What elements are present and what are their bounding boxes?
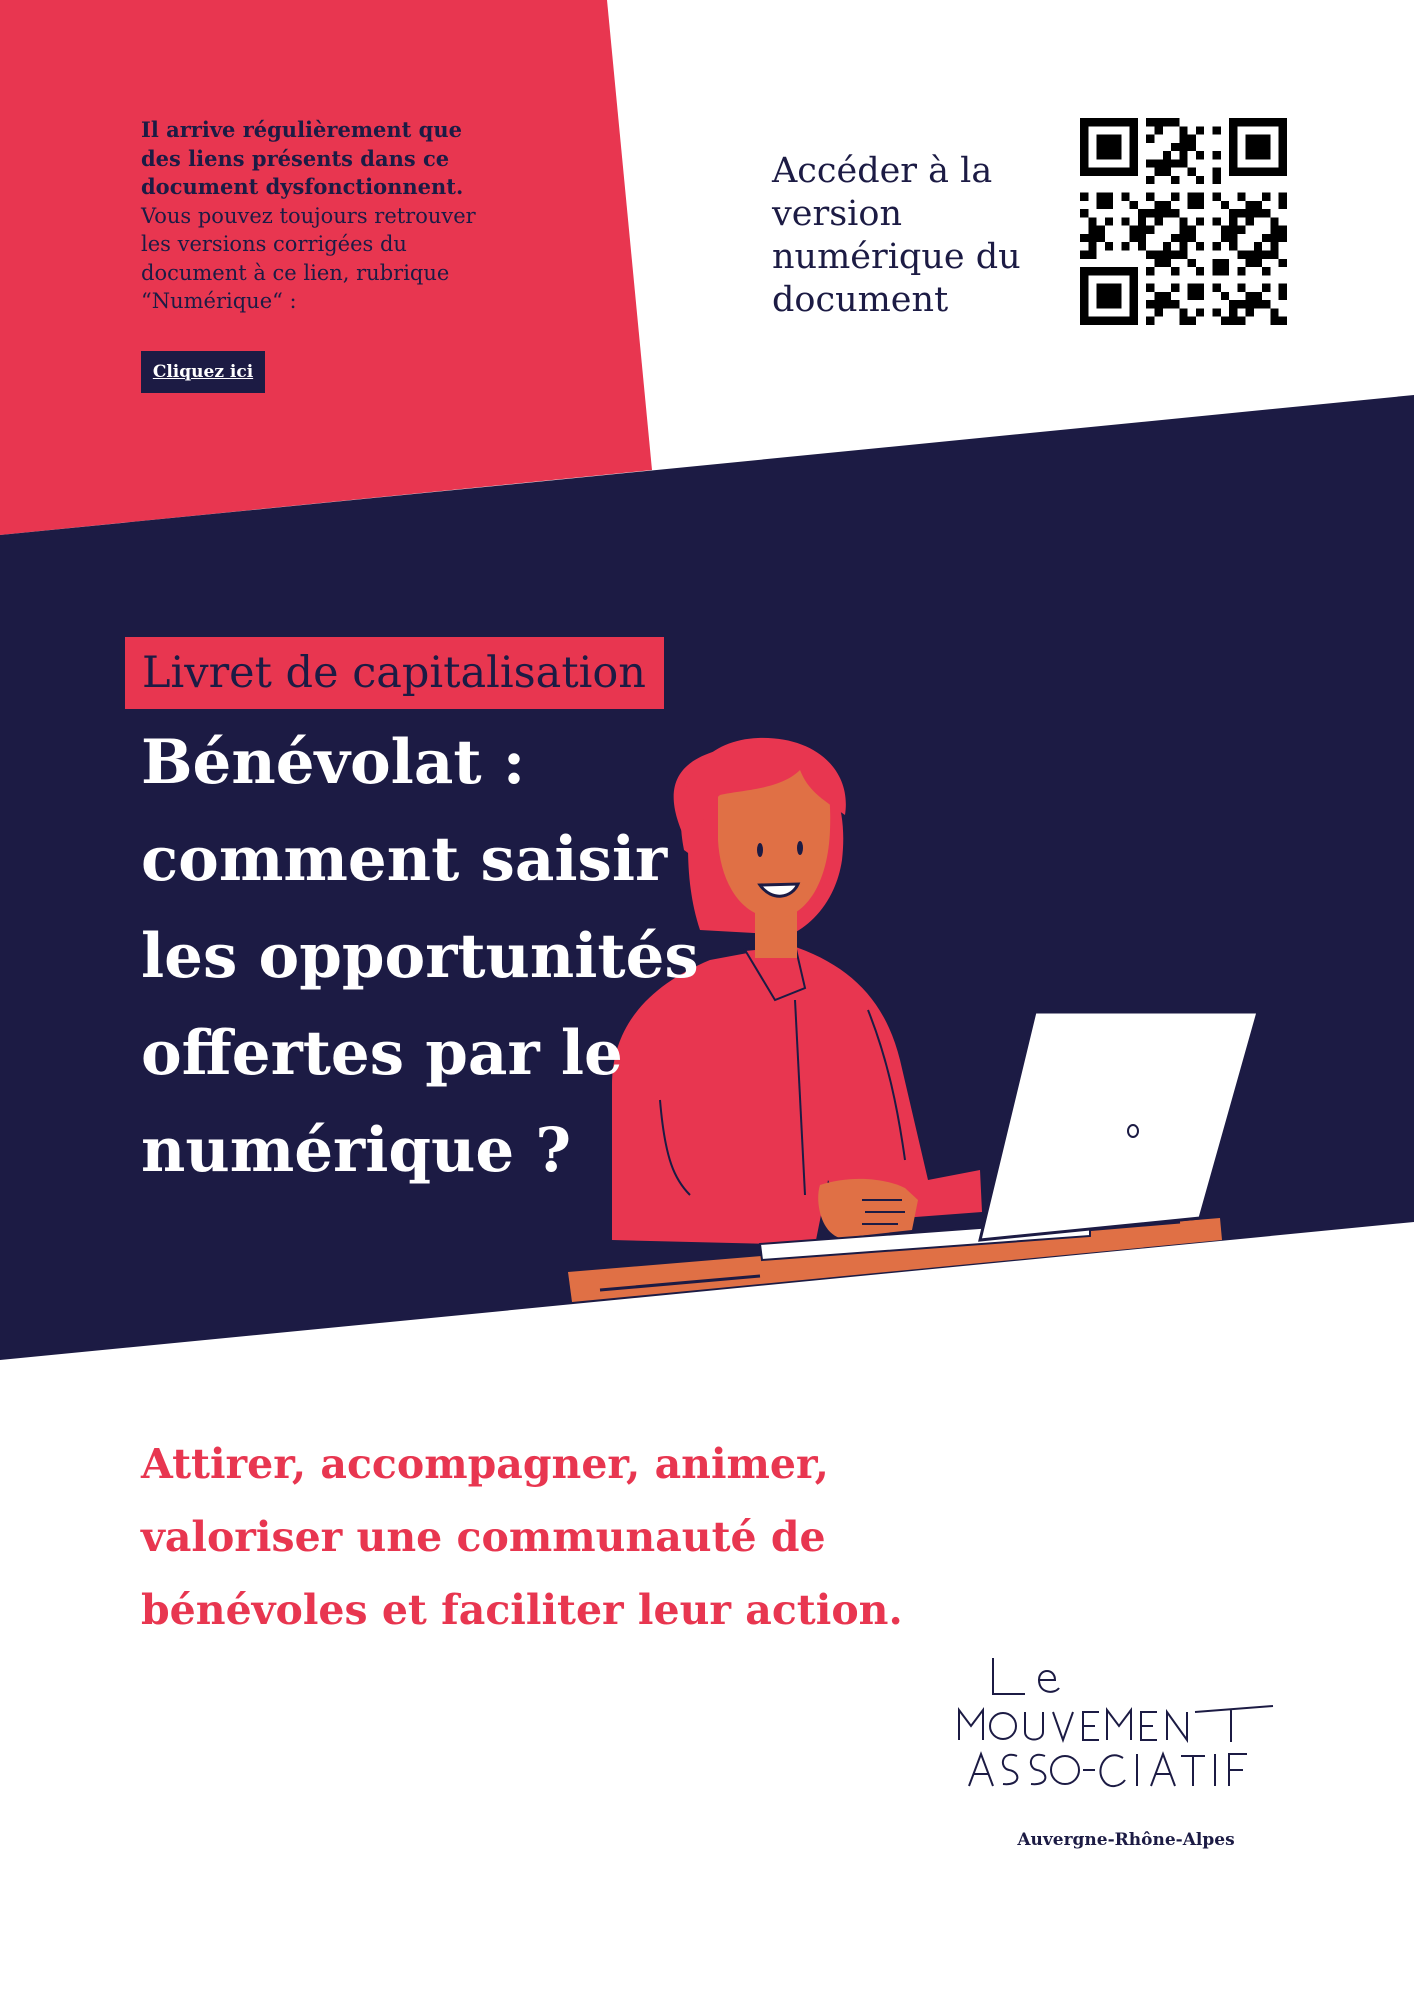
laptop-lid (985, 1015, 1250, 1232)
hand (818, 1179, 918, 1238)
cover-badge: Livret de capitalisation (125, 637, 664, 709)
cover-subtitle: Attirer, accompagner, animer, valoriser une communauté de bénévoles et faciliter leur action. (141, 1440, 903, 1634)
notice-bold-text: Il arrive régulièrement que des liens présents dans ce document dysfonctionnent. (141, 117, 464, 199)
page-title: Bénévolat : comment saisir les opportunités offertes par le numérique ? (141, 727, 699, 1186)
right-eye (797, 841, 803, 855)
org-region: Auvergne-Rhône-Alpes (1017, 1830, 1235, 1850)
click-here-button[interactable]: Cliquez ici (141, 351, 265, 393)
mouvement-associatif-logo (955, 1650, 1275, 1825)
notice-text: Vous pouvez toujours retrouver les versions corrigées du document à ce lien, rubrique “Numérique“ : (141, 203, 476, 313)
digital-version-label: Accéder à la version numérique du document (772, 151, 1021, 320)
